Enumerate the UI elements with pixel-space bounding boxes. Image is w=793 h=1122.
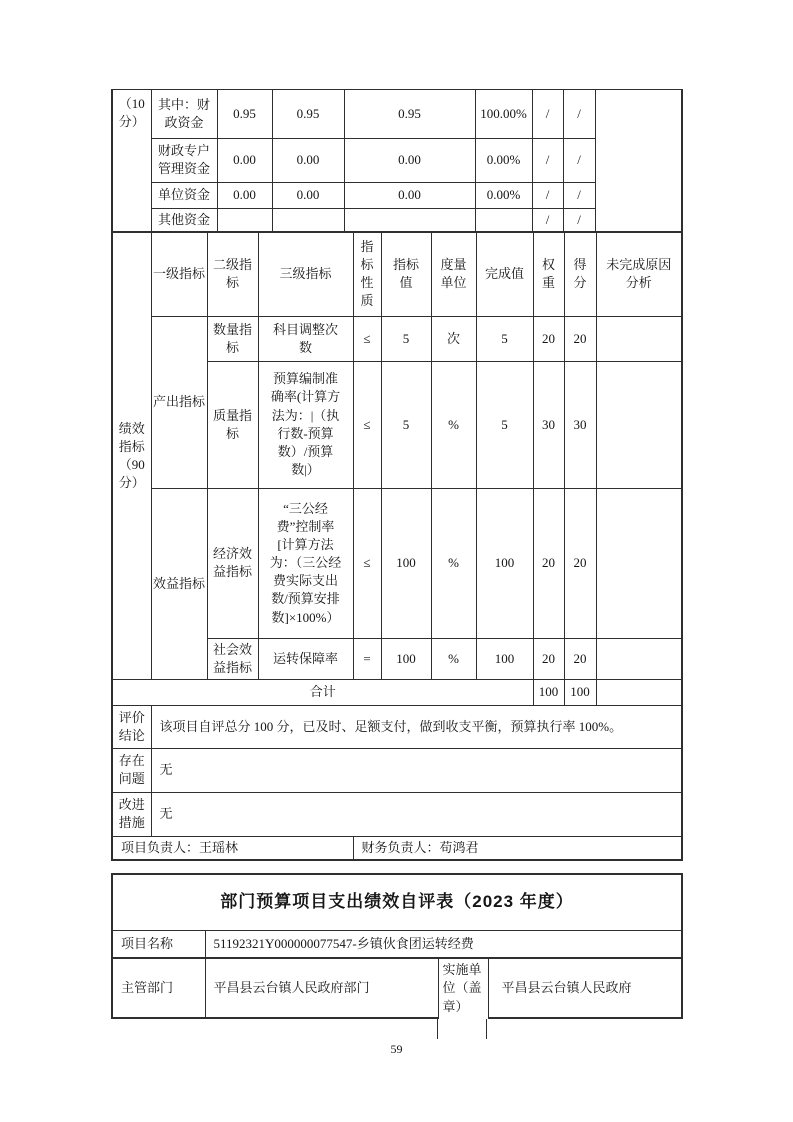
indicator-unit-cell: % — [431, 361, 476, 488]
indicator-target-cell: 100 — [381, 638, 431, 679]
col-header-weight: 权重 — [533, 232, 564, 316]
project-name-row — [113, 930, 681, 958]
indicator-nature-cell: ≤ — [353, 316, 381, 361]
funding-section — [113, 90, 681, 232]
indicator-score-cell: 20 — [564, 316, 596, 361]
indicator-level3-cell: “三公经费”控制率[计算方法为：（三公经费实际支出数/预算安排数]×100%） — [258, 488, 353, 638]
indicator-level3-cell: 预算编制准确率(计算方法为：|（执行数-预算数）/预算数|） — [258, 361, 353, 488]
funding-rate-cell: 100.00% — [475, 90, 532, 138]
row-label-cell: 存在问题 — [113, 748, 151, 792]
funding-row — [113, 90, 681, 138]
col-header-nature: 指标性质 — [353, 232, 381, 316]
indicator-weight-cell: 20 — [533, 316, 564, 361]
col-header-actual: 完成值 — [476, 232, 533, 316]
row-content-cell: 无 — [151, 748, 681, 792]
indicator-actual-cell: 100 — [476, 488, 533, 638]
impl-label-cell: 实施单位（盖章） — [438, 958, 488, 1018]
indicator-level2-cell: 社会效益指标 — [207, 638, 258, 679]
signature-section — [113, 837, 681, 859]
funding-rate-cell — [475, 208, 532, 231]
funding-rate-cell: 0.00% — [475, 182, 532, 208]
indicator-level2-cell: 数量指标 — [207, 316, 258, 361]
col-header-score: 得分 — [564, 232, 596, 316]
project-name-label-cell: 项目名称 — [113, 930, 205, 958]
indicator-score-cell: 20 — [564, 488, 596, 638]
indicator-level1-cell: 效益指标 — [151, 488, 207, 679]
project-name-value-cell: 51192321Y000000077547-乡镇伙食团运转经费 — [205, 930, 681, 958]
indicator-level2-cell: 经济效益指标 — [207, 488, 258, 638]
total-score-cell: 100 — [564, 680, 596, 706]
indicator-target-cell: 5 — [381, 316, 431, 361]
conclusion-row — [113, 706, 681, 748]
indicator-score-cell: 30 — [564, 361, 596, 488]
funding-value-cell — [344, 208, 475, 231]
funding-weight-cell: / — [532, 90, 563, 138]
self-eval-table-next — [111, 873, 683, 1019]
indicator-actual-cell: 5 — [476, 361, 533, 488]
indicator-row — [113, 488, 681, 638]
indicator-reason-cell — [596, 361, 681, 488]
impl-cell-extension — [437, 1019, 487, 1039]
indicator-level1-cell: 产出指标 — [151, 316, 207, 488]
problems-row — [113, 748, 681, 792]
indicator-target-cell: 100 — [381, 488, 431, 638]
funding-score-cell: / — [563, 182, 595, 208]
col-header-unit: 度量单位 — [431, 232, 476, 316]
funding-label-cell: 其中：财政资金 — [151, 90, 217, 138]
row-content-cell: 该项目自评总分 100 分，已及时、足额支付，做到收支平衡，预算执行率 100%。 — [151, 706, 681, 748]
indicator-unit-cell: % — [431, 638, 476, 679]
col-header-reason: 未完成原因分析 — [596, 232, 681, 316]
finance-lead-cell: 财务负责人：苟鸿君 — [353, 837, 681, 859]
row-label-cell: 改进措施 — [113, 792, 151, 836]
funding-label-cell: 单位资金 — [151, 182, 217, 208]
col-header-level2: 二级指标 — [207, 232, 258, 316]
col-header-level3: 三级指标 — [258, 232, 353, 316]
indicator-nature-cell: = — [353, 638, 381, 679]
total-label-cell: 合计 — [113, 680, 533, 706]
funding-value-cell: 0.00 — [217, 182, 272, 208]
row-content-cell: 无 — [151, 792, 681, 836]
indicator-unit-cell: % — [431, 488, 476, 638]
funding-value-cell: 0.00 — [272, 138, 344, 182]
summary-section — [113, 706, 681, 837]
indicator-level3-cell: 科目调整次数 — [258, 316, 353, 361]
perf-section-cell: 绩效指标（90 分） — [113, 232, 151, 679]
dept-label-cell: 主管部门 — [113, 958, 205, 1018]
indicator-actual-cell: 5 — [476, 316, 533, 361]
indicator-weight-cell: 20 — [533, 488, 564, 638]
page-number: 59 — [390, 1042, 403, 1056]
funding-label-cell: 财政专户管理资金 — [151, 138, 217, 182]
report-title: 部门预算项目支出绩效自评表（2023 年度） — [113, 875, 681, 930]
indicator-reason-cell — [596, 638, 681, 679]
funding-rate-cell: 0.00% — [475, 138, 532, 182]
row-label-cell: 评价结论 — [113, 706, 151, 748]
indicator-reason-cell — [596, 488, 681, 638]
funding-value-cell: 0.00 — [272, 182, 344, 208]
funding-value-cell: 0.95 — [217, 90, 272, 138]
score-section-cell: （10 分） — [113, 90, 151, 231]
total-reason-cell — [596, 680, 681, 706]
project-lead-cell: 项目负责人：王瑶林 — [113, 837, 353, 859]
indicator-score-cell: 20 — [564, 638, 596, 679]
indicator-nature-cell: ≤ — [353, 361, 381, 488]
funding-value-cell: 0.00 — [344, 138, 475, 182]
indicator-target-cell: 5 — [381, 361, 431, 488]
col-header-level1: 一级指标 — [151, 232, 207, 316]
impl-value-cell: 平昌县云台镇人民政府 — [488, 958, 681, 1018]
funding-score-cell: / — [563, 208, 595, 231]
col-header-target: 指标值 — [381, 232, 431, 316]
dept-row — [113, 958, 681, 1018]
indicator-level3-cell: 运转保障率 — [258, 638, 353, 679]
total-row — [113, 680, 681, 706]
funding-value-cell — [272, 208, 344, 231]
indicator-nature-cell: ≤ — [353, 488, 381, 638]
funding-value-cell: 0.95 — [272, 90, 344, 138]
funding-label-cell: 其他资金 — [151, 208, 217, 231]
indicator-level2-cell: 质量指标 — [207, 361, 258, 488]
indicator-header-row — [113, 232, 681, 316]
funding-value-cell — [217, 208, 272, 231]
indicator-unit-cell: 次 — [431, 316, 476, 361]
funding-value-cell: 0.00 — [217, 138, 272, 182]
indicator-reason-cell — [596, 316, 681, 361]
dept-value-cell: 平昌县云台镇人民政府部门 — [205, 958, 438, 1018]
funding-weight-cell: / — [532, 138, 563, 182]
indicator-weight-cell: 20 — [533, 638, 564, 679]
title-row — [113, 875, 681, 930]
signature-row — [113, 837, 681, 859]
funding-value-cell: 0.00 — [344, 182, 475, 208]
funding-score-cell: / — [563, 138, 595, 182]
improvements-row — [113, 792, 681, 836]
self-eval-table-continuation — [111, 89, 683, 861]
funding-weight-cell: / — [532, 208, 563, 231]
indicator-row — [113, 316, 681, 361]
funding-weight-cell: / — [532, 182, 563, 208]
funding-value-cell: 0.95 — [344, 90, 475, 138]
funding-reason-cell — [595, 90, 681, 231]
total-weight-cell: 100 — [533, 680, 564, 706]
next-table — [113, 875, 681, 1019]
indicator-section — [113, 232, 681, 706]
funding-score-cell: / — [563, 90, 595, 138]
indicator-weight-cell: 30 — [533, 361, 564, 488]
indicator-actual-cell: 100 — [476, 638, 533, 679]
